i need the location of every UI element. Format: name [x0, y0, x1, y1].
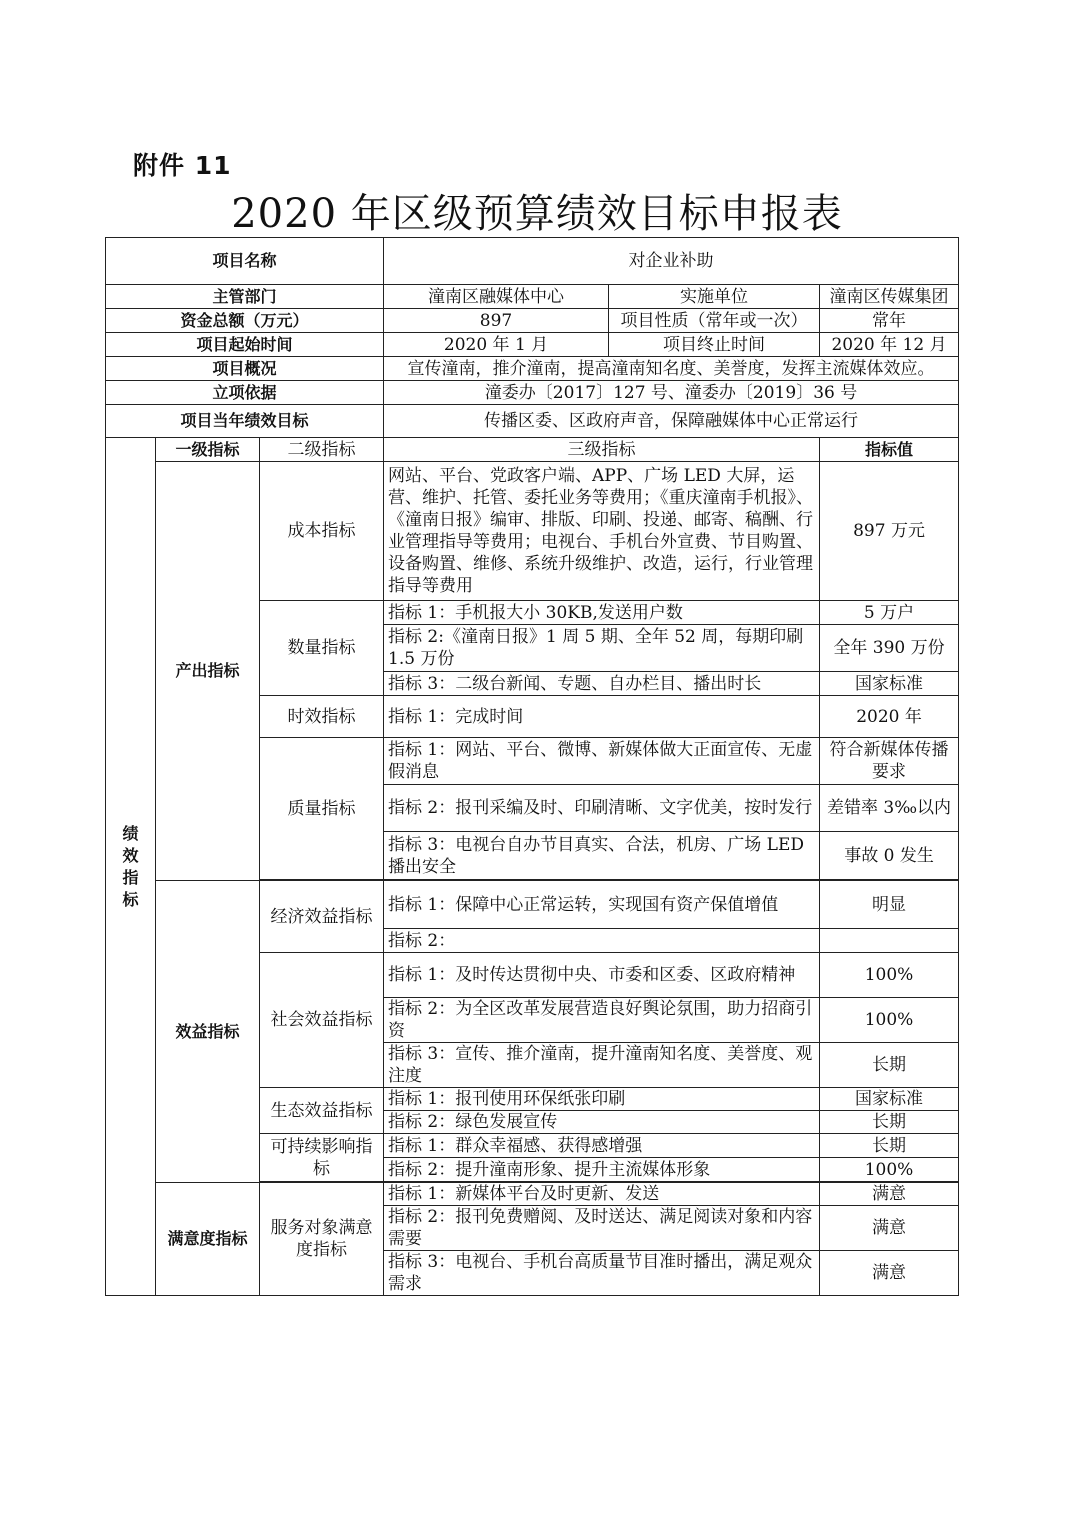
service-value-2: 满意 [820, 1206, 959, 1251]
basis-label: 立项依据 [106, 381, 384, 405]
quantity-value-1: 5 万户 [820, 601, 959, 625]
dept-label: 主管部门 [106, 285, 384, 309]
service-value-1: 满意 [820, 1183, 959, 1206]
quality-indicator-label: 质量指标 [260, 738, 384, 880]
ecology-value-2: 长期 [820, 1111, 959, 1134]
quality-value-2: 差错率 3‰以内 [820, 785, 959, 832]
economic-indicator-1: 指标 1：保障中心正常运转，实现国有资产保值增值 [384, 881, 820, 929]
quality-value-3: 事故 0 发生 [820, 832, 959, 880]
goal-label: 项目当年绩效目标 [106, 405, 384, 438]
col-level1-header: 一级指标 [156, 438, 260, 462]
timeliness-indicator-1: 指标 1：完成时间 [384, 696, 820, 738]
fund-value: 897 [384, 309, 609, 333]
attachment-label: 附件 11 [133, 151, 232, 180]
quantity-value-3: 国家标准 [820, 672, 959, 696]
sustain-indicator-2: 指标 2：提升潼南形象、提升主流媒体形象 [384, 1158, 820, 1182]
nature-value: 常年 [820, 309, 959, 333]
quantity-indicator-label: 数量指标 [260, 601, 384, 696]
ecology-indicator-label: 生态效益指标 [260, 1088, 384, 1134]
economic-value-1: 明显 [820, 881, 959, 929]
cost-indicator-value: 897 万元 [820, 462, 959, 601]
col-value-header: 指标值 [820, 438, 959, 462]
social-value-2: 100% [820, 998, 959, 1043]
social-indicator-2: 指标 2：为全区改革发展营造良好舆论氛围，助力招商引资 [384, 998, 820, 1043]
service-indicator-label: 服务对象满意度指标 [260, 1183, 384, 1296]
quality-indicator-2: 指标 2：报刊采编及时、印刷清晰、文字优美，按时发行 [384, 785, 820, 832]
project-name-value: 对企业补助 [384, 238, 959, 285]
social-value-1: 100% [820, 953, 959, 998]
satisfaction-indicator-label: 满意度指标 [156, 1183, 260, 1296]
ecology-indicator-1: 指标 1：报刊使用环保纸张印刷 [384, 1088, 820, 1111]
impl-value: 潼南区传媒集团 [820, 285, 959, 309]
performance-indicator-side-label: 绩 效 指 标 [106, 438, 156, 1296]
economic-indicator-label: 经济效益指标 [260, 881, 384, 953]
performance-target-table [105, 237, 959, 1296]
timeliness-indicator-label: 时效指标 [260, 696, 384, 738]
quality-indicator-3: 指标 3：电视台自办节目真实、合法，机房、广场 LED 播出安全 [384, 832, 820, 880]
ecology-value-1: 国家标准 [820, 1088, 959, 1111]
sustain-indicator-label: 可持续影响指标 [260, 1134, 384, 1182]
economic-value-2 [820, 929, 959, 953]
service-indicator-3: 指标 3：电视台、手机台高质量节目准时播出，满足观众需求 [384, 1251, 820, 1296]
social-indicator-3: 指标 3：宣传、推介潼南，提升潼南知名度、美誉度、观注度 [384, 1043, 820, 1088]
end-value: 2020 年 12 月 [820, 333, 959, 357]
ecology-indicator-2: 指标 2：绿色发展宣传 [384, 1111, 820, 1134]
sustain-value-1: 长期 [820, 1134, 959, 1158]
nature-label: 项目性质（常年或一次） [609, 309, 820, 333]
benefit-indicator-label: 效益指标 [156, 881, 260, 1183]
quantity-indicator-2: 指标 2:《潼南日报》1 周 5 期、全年 52 周，每期印刷 1.5 万份 [384, 625, 820, 672]
project-name-label: 项目名称 [106, 238, 384, 285]
quantity-indicator-3: 指标 3：二级台新闻、专题、自办栏目、播出时长 [384, 672, 820, 696]
social-value-3: 长期 [820, 1043, 959, 1088]
overview-label: 项目概况 [106, 357, 384, 381]
col-level3-header: 三级指标 [384, 438, 820, 462]
cost-indicator-text: 网站、平台、党政客户端、APP、广场 LED 大屏，运营、维护、托管、委托业务等费用；《重庆潼南手机报》、《潼南日报》编审、排版、印刷、投递、邮寄、稿酬、行业管理指导等费用；电视台、手机台外宣费、节目购置、设备购置、维修、系统升级维护、改造，运行，行业管理指导等费用 [384, 462, 820, 601]
quantity-value-2: 全年 390 万份 [820, 625, 959, 672]
goal-value: 传播区委、区政府声音，保障融媒体中心正常运行 [384, 405, 959, 438]
cost-indicator-label: 成本指标 [260, 462, 384, 601]
service-indicator-2: 指标 2：报刊免费赠阅、及时送达、满足阅读对象和内容需要 [384, 1206, 820, 1251]
start-label: 项目起始时间 [106, 333, 384, 357]
social-indicator-label: 社会效益指标 [260, 953, 384, 1088]
service-indicator-1: 指标 1：新媒体平台及时更新、发送 [384, 1183, 820, 1206]
economic-indicator-2: 指标 2： [384, 929, 820, 953]
service-value-3: 满意 [820, 1251, 959, 1296]
sustain-indicator-1: 指标 1：群众幸福感、获得感增强 [384, 1134, 820, 1158]
col-level2-header: 二级指标 [260, 438, 384, 462]
basis-value: 潼委办〔2017〕127 号、潼委办〔2019〕36 号 [384, 381, 959, 405]
social-indicator-1: 指标 1：及时传达贯彻中央、市委和区委、区政府精神 [384, 953, 820, 998]
output-indicator-label: 产出指标 [156, 462, 260, 881]
sustain-value-2: 100% [820, 1158, 959, 1182]
quantity-indicator-1: 指标 1：手机报大小 30KB,发送用户数 [384, 601, 820, 625]
quality-value-1: 符合新媒体传播要求 [820, 738, 959, 785]
dept-value: 潼南区融媒体中心 [384, 285, 609, 309]
fund-label: 资金总额（万元） [106, 309, 384, 333]
timeliness-value-1: 2020 年 [820, 696, 959, 738]
end-label: 项目终止时间 [609, 333, 820, 357]
start-value: 2020 年 1 月 [384, 333, 609, 357]
overview-value: 宣传潼南，推介潼南，提高潼南知名度、美誉度，发挥主流媒体效应。 [384, 357, 959, 381]
document-title: 2020 年区级预算绩效目标申报表 [231, 191, 843, 237]
quality-indicator-1: 指标 1：网站、平台、微博、新媒体做大正面宣传、无虚假消息 [384, 738, 820, 785]
impl-label: 实施单位 [609, 285, 820, 309]
